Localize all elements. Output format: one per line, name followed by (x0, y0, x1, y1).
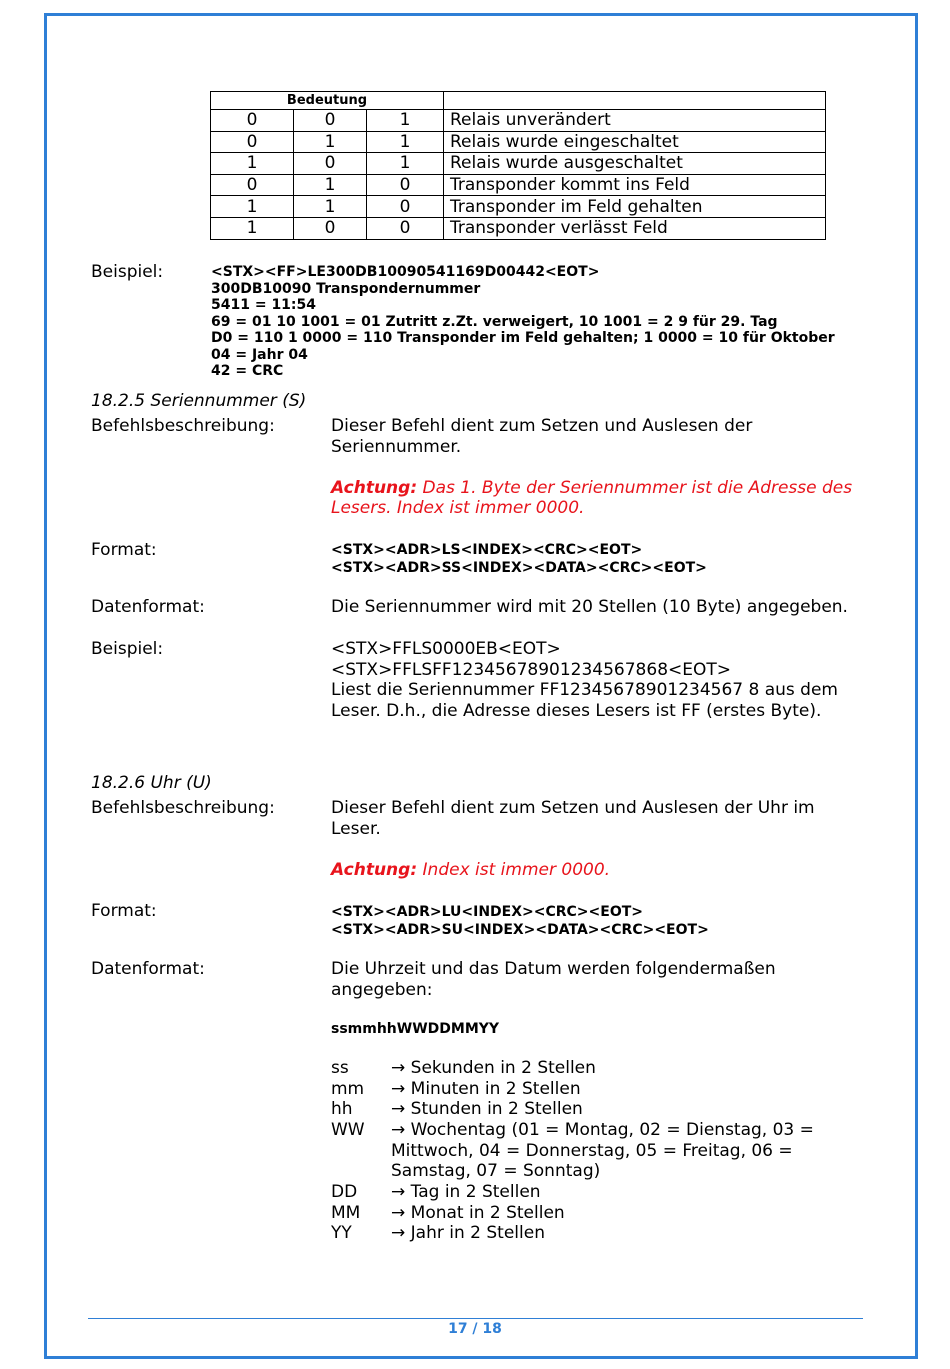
table-header-empty (444, 92, 826, 110)
example-line: <STX><FF>LE300DB10090541169D00442<EOT> (211, 264, 600, 280)
format-line: <STX><ADR>LU<INDEX><CRC><EOT> (331, 904, 644, 920)
table-row (211, 174, 826, 196)
table-cell: Relais unverändert (444, 110, 826, 132)
table-cell: Transponder verlässt Feld (444, 217, 826, 239)
table-cell: 0 (367, 196, 444, 218)
table-cell: 0 (294, 217, 367, 239)
field-key: hh (331, 1099, 353, 1119)
field-key: mm (331, 1079, 365, 1099)
footer-divider (88, 1318, 863, 1319)
field-desc: Mittwoch, 04 = Donnerstag, 05 = Freitag, 06 = (391, 1141, 793, 1161)
table-cell: 0 (211, 110, 294, 132)
table-cell: 1 (211, 196, 294, 218)
page-number: 17 / 18 (448, 1321, 502, 1337)
field-key: YY (331, 1223, 352, 1243)
table-cell: 1 (367, 110, 444, 132)
table-cell: 0 (211, 174, 294, 196)
desc-text: Dieser Befehl dient zum Setzen und Auslesen der Uhr im (331, 798, 815, 818)
field-key: ss (331, 1058, 349, 1078)
field-desc: → Minuten in 2 Stellen (391, 1079, 581, 1099)
table-cell: 0 (367, 217, 444, 239)
format-line: <STX><ADR>SS<INDEX><DATA><CRC><EOT> (331, 560, 707, 576)
example-line: 04 = Jahr 04 (211, 347, 308, 363)
field-desc: → Tag in 2 Stellen (391, 1182, 541, 1202)
field-desc: → Sekunden in 2 Stellen (391, 1058, 596, 1078)
example-line: 69 = 01 10 1001 = 01 Zutritt z.Zt. verweigert, 10 1001 = 2 9 für 29. Tag (211, 314, 778, 330)
datenformat-text: Die Uhrzeit und das Datum werden folgendermaßen (331, 959, 776, 979)
example-label: Beispiel: (91, 262, 164, 282)
warning-label: Achtung: (331, 860, 418, 880)
field-desc: → Wochentag (01 = Montag, 02 = Dienstag, 03 = (391, 1120, 814, 1140)
table-row (211, 110, 826, 132)
table-row (211, 131, 826, 153)
section-heading-seriennummer: 18.2.5 Seriennummer (S) (91, 391, 307, 411)
table-cell: 1 (211, 217, 294, 239)
warning-message: Das 1. Byte der Seriennummer ist die Adresse des (417, 478, 853, 498)
field-desc: → Monat in 2 Stellen (391, 1203, 565, 1223)
table-cell: Relais wurde eingeschaltet (444, 131, 826, 153)
table-cell: 1 (294, 131, 367, 153)
datenformat-text: Die Seriennummer wird mit 20 Stellen (10 Byte) angegeben. (331, 597, 848, 617)
time-pattern: ssmmhhWWDDMMYY (331, 1021, 500, 1037)
field-key: WW (331, 1120, 365, 1140)
format-line: <STX><ADR>LS<INDEX><CRC><EOT> (331, 542, 643, 558)
field-desc: → Stunden in 2 Stellen (391, 1099, 583, 1119)
table-row (211, 153, 826, 175)
example-line: 300DB10090 Transpondernummer (211, 281, 481, 297)
field-key: MM (331, 1203, 361, 1223)
example-line: Liest die Seriennummer FF12345678901234567 8 aus dem (331, 680, 838, 700)
table-header-row (211, 92, 826, 110)
example-line: 42 = CRC (211, 363, 284, 379)
table-cell: 1 (294, 174, 367, 196)
field-key: DD (331, 1182, 358, 1202)
desc-text: Dieser Befehl dient zum Setzen und Auslesen der (331, 416, 753, 436)
table-cell: Transponder im Feld gehalten (444, 196, 826, 218)
desc-label: Befehlsbeschreibung: (91, 798, 275, 818)
warning-message: Index ist immer 0000. (417, 860, 611, 880)
table-cell: 0 (211, 131, 294, 153)
table-cell: 1 (294, 196, 367, 218)
format-line: <STX><ADR>SU<INDEX><DATA><CRC><EOT> (331, 922, 709, 938)
format-label: Format: (91, 540, 157, 560)
format-label: Format: (91, 901, 157, 921)
table-cell: 1 (367, 153, 444, 175)
example-line: <STX>FFLSFF12345678901234567868<EOT> (331, 660, 731, 680)
table-cell: Relais wurde ausgeschaltet (444, 153, 826, 175)
relay-status-table (210, 91, 826, 240)
desc-text: Leser. (331, 819, 381, 839)
example-label: Beispiel: (91, 639, 164, 659)
field-desc: Samstag, 07 = Sonntag) (391, 1161, 601, 1181)
field-desc: → Jahr in 2 Stellen (391, 1223, 545, 1243)
section-heading-uhr: 18.2.6 Uhr (U) (91, 773, 212, 793)
warning-text (331, 478, 852, 499)
datenformat-text: angegeben: (331, 980, 433, 1000)
datenformat-label: Datenformat: (91, 959, 205, 979)
desc-label: Befehlsbeschreibung: (91, 416, 275, 436)
warning-label: Achtung: (331, 478, 418, 498)
warning-text (331, 860, 610, 881)
example-line: <STX>FFLS0000EB<EOT> (331, 639, 561, 659)
example-line: D0 = 110 1 0000 = 110 Transponder im Feld gehalten; 1 0000 = 10 für Oktober (211, 330, 835, 346)
table-cell: 0 (294, 110, 367, 132)
desc-text: Seriennummer. (331, 437, 462, 457)
example-line: Leser. D.h., die Adresse dieses Lesers ist FF (erstes Byte). (331, 701, 822, 721)
datenformat-label: Datenformat: (91, 597, 205, 617)
table-cell: 0 (294, 153, 367, 175)
table-row (211, 217, 826, 239)
table-cell: Transponder kommt ins Feld (444, 174, 826, 196)
table-header-bedeutung: Bedeutung (211, 92, 444, 110)
example-line: 5411 = 11:54 (211, 297, 317, 313)
table-cell: 1 (211, 153, 294, 175)
table-cell: 1 (367, 131, 444, 153)
table-cell: 0 (367, 174, 444, 196)
warning-text: Lesers. Index ist immer 0000. (331, 498, 585, 518)
table-row (211, 196, 826, 218)
